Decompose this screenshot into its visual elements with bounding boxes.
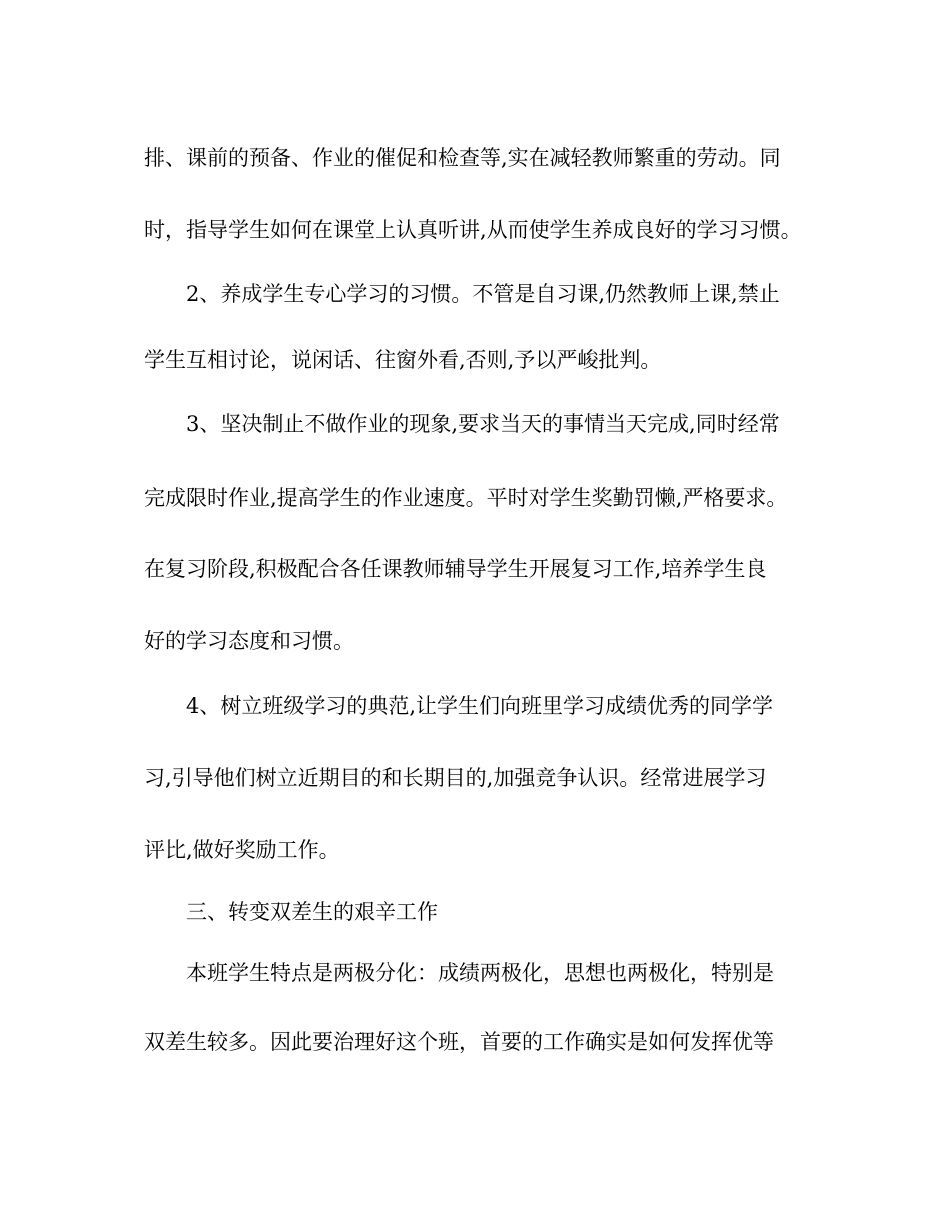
paragraph-line-12: 本班学生特点是两极分化：成绩两极化，思想也两极化，特别是 xyxy=(186,961,774,985)
section-heading: 三、转变双差生的艰辛工作 xyxy=(186,900,438,924)
paragraph-line-3: 2、养成学生专心学习的习惯。不管是自习课,仍然教师上课,禁止 xyxy=(186,282,780,306)
paragraph-line-7: 在复习阶段,积极配合各任课教师辅导学生开展复习工作,培养学生良 xyxy=(144,557,767,581)
paragraph-line-2: 时，指导学生如何在课堂上认真听讲,从而使学生养成良好的学习习惯。 xyxy=(144,218,802,242)
paragraph-line-9: 4、树立班级学习的典范,让学生们向班里学习成绩优秀的同学学 xyxy=(186,694,774,718)
paragraph-line-13: 双差生较多。因此要治理好这个班，首要的工作确实是如何发挥优等 xyxy=(144,1030,774,1054)
paragraph-line-11: 评比,做好奖励工作。 xyxy=(144,838,340,862)
paragraph-line-6: 完成限时作业,提高学生的作业速度。平时对学生奖勤罚懒,严格要求。 xyxy=(144,486,788,510)
paragraph-line-1: 排、课前的预备、作业的催促和检查等,实在减轻教师繁重的劳动。同 xyxy=(144,146,781,170)
paragraph-line-5: 3、坚决制止不做作业的现象,要求当天的事情当天完成,同时经常 xyxy=(186,412,780,436)
paragraph-line-10: 习,引导他们树立近期目的和长期目的,加强竞争认识。经常进展学习 xyxy=(144,766,767,790)
paragraph-line-4: 学生互相讨论，说闲话、往窗外看,否则,予以严峻批判。 xyxy=(144,348,662,372)
paragraph-line-8: 好的学习态度和习惯。 xyxy=(144,629,354,653)
